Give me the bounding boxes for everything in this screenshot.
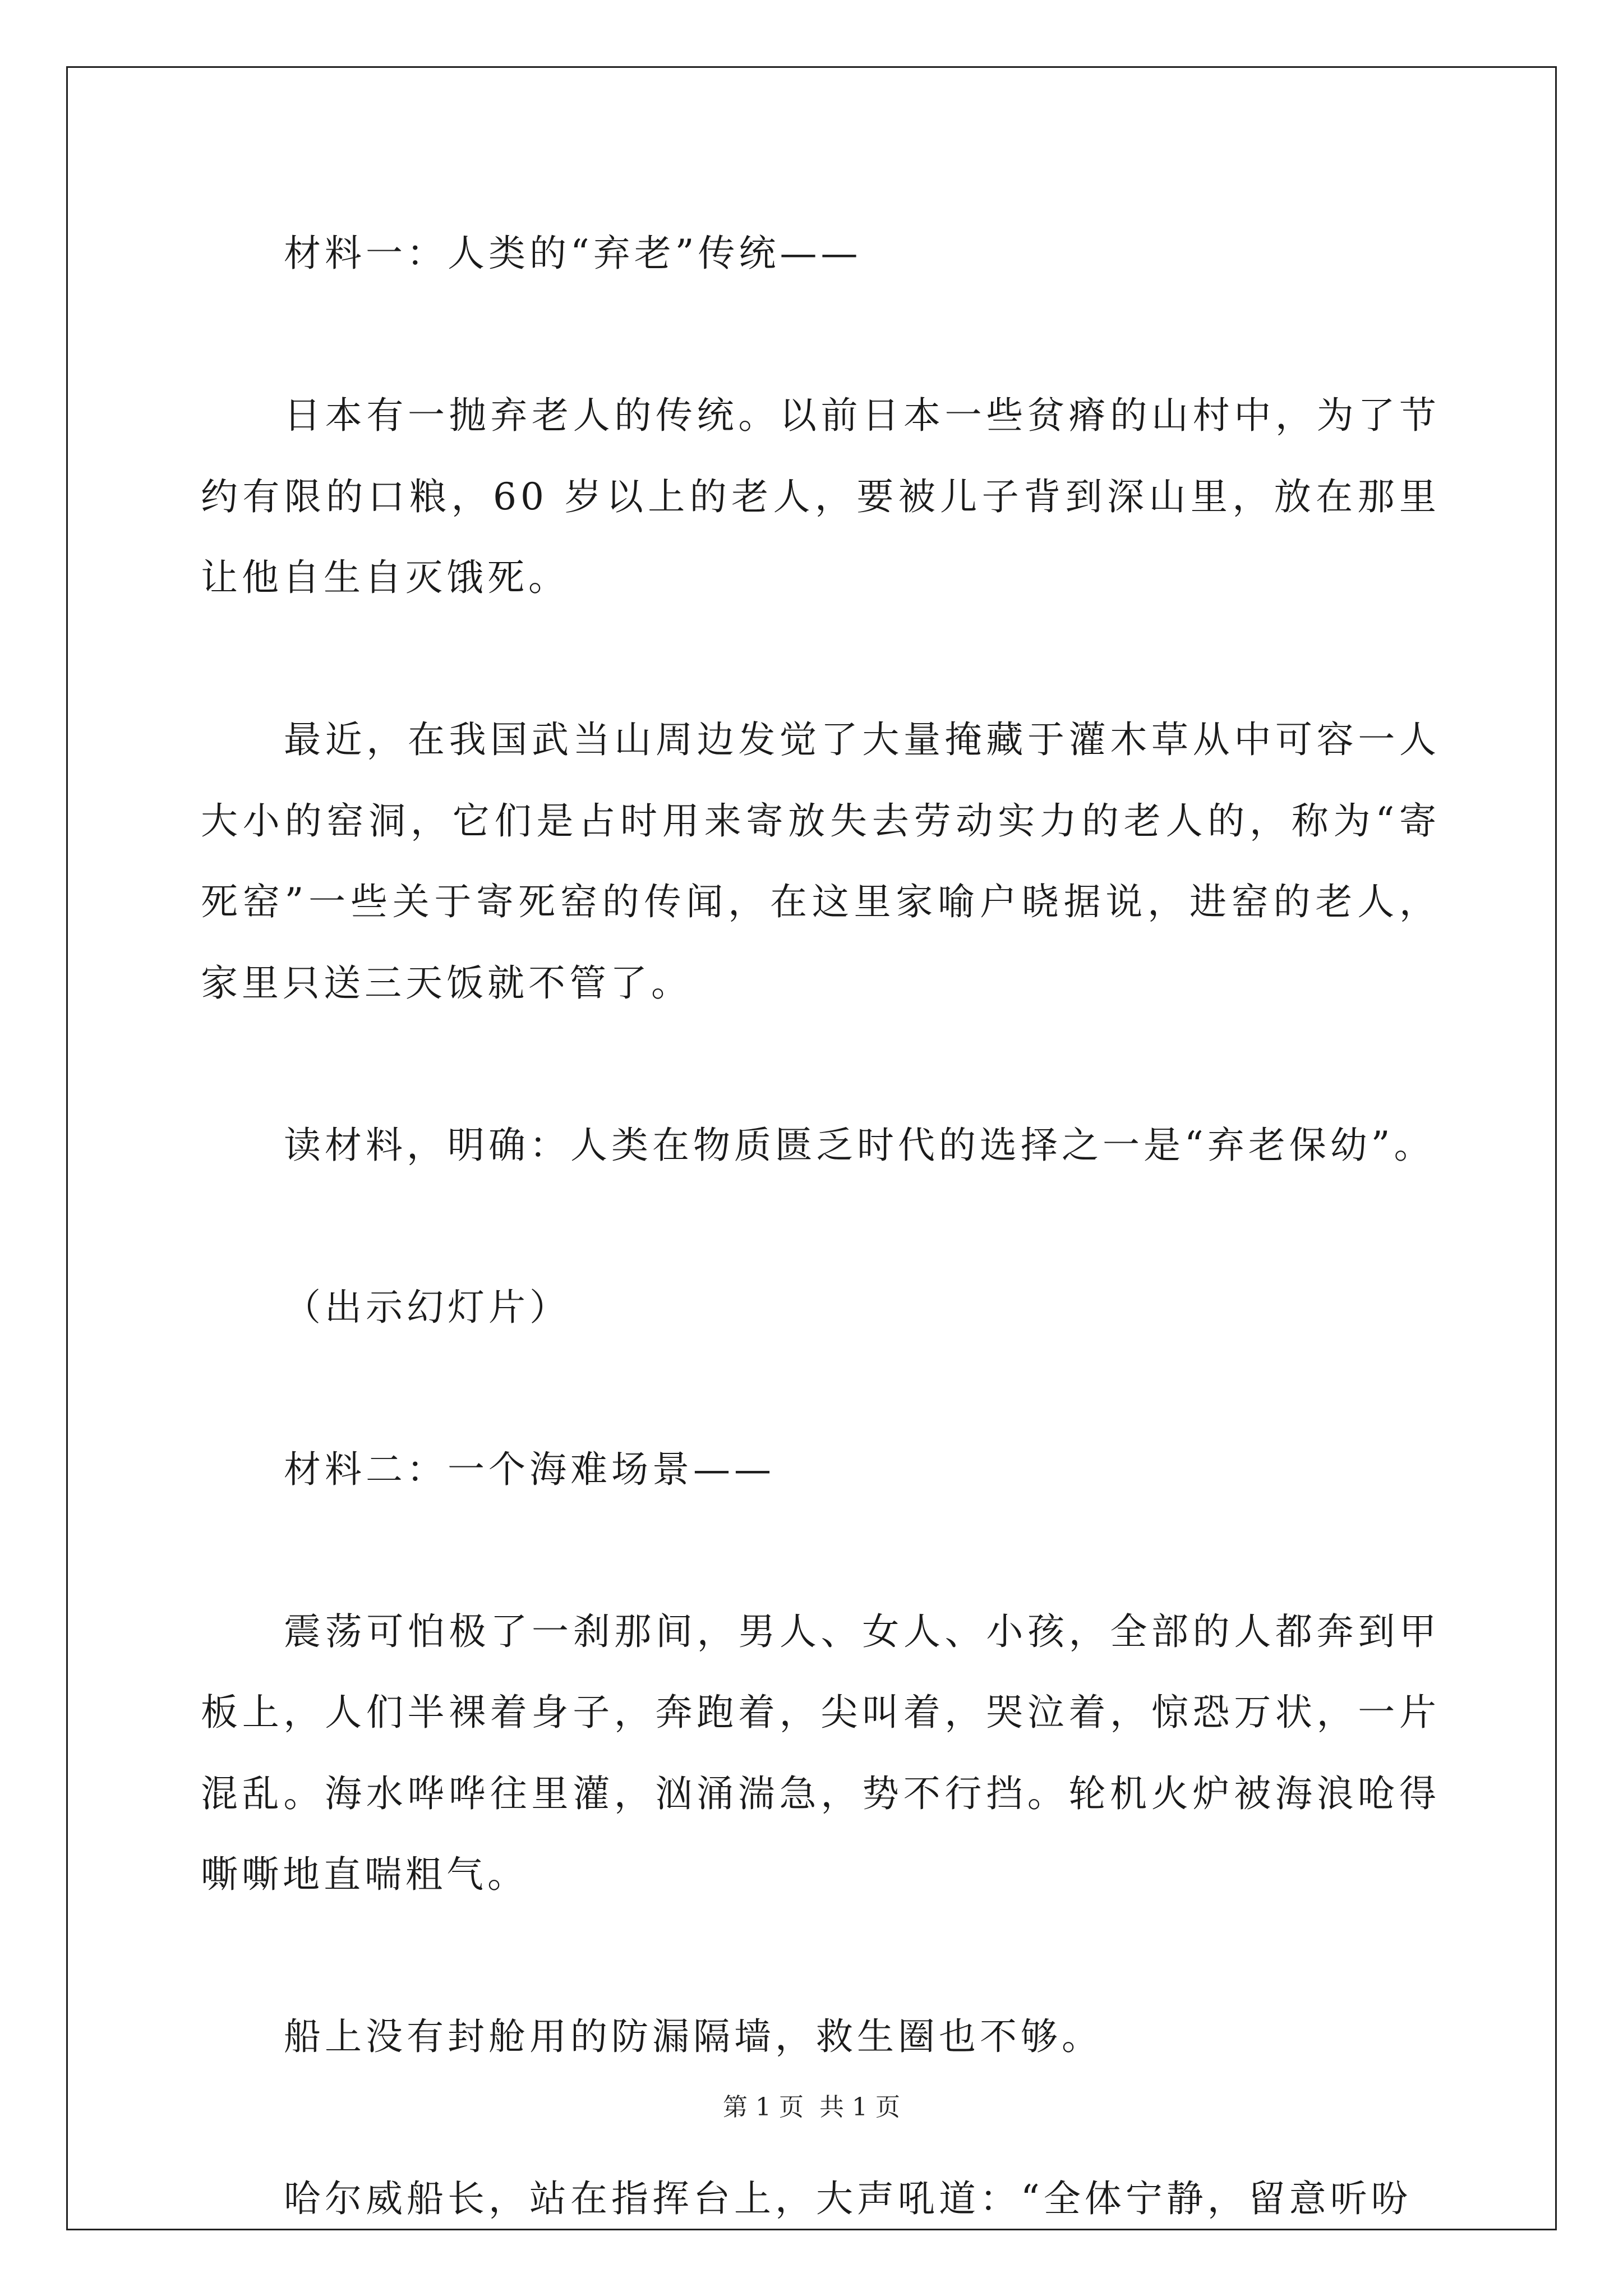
paragraph-shipwreck-scene: 震荡可怕极了一刹那间，男人、女人、小孩，全部的人都奔到甲板上，人们半裸着身子，奔跑着，尖叫着，哭泣着，惊恐万状，一片混乱。海水哗哗往里灌，汹涌湍急，势不行挡。轮机火炉被海浪呛得嘶嘶地直喘粗气。: [201, 1609, 1440, 1896]
paragraph-reading-conclusion: 读材料，明确：人类在物质匮乏时代的选择之一是“弃老保幼”。: [284, 1123, 1435, 1167]
paragraph-spacer: [201, 1186, 1440, 1267]
paragraph-spacer: [201, 1916, 1440, 1997]
page-footer: [0, 2087, 1623, 2123]
paragraph-spacer: [201, 1348, 1440, 1429]
page-total: 共 1 页: [819, 2093, 900, 2122]
paragraph-captain-order: 哈尔威船长，站在指挥台上，大声吼道：“全体宁静，留意听吩: [284, 2177, 1412, 2220]
document-body: [201, 213, 1440, 2240]
paragraph-spacer: [201, 619, 1440, 700]
paragraph-material-one-title: 材料一：人类的“弃老”传统——: [284, 232, 862, 275]
page-number: 第 1 页: [723, 2093, 804, 2122]
paragraph-no-bulkhead: 船上没有封舱用的防漏隔墙，救生圈也不够。: [284, 2015, 1103, 2058]
paragraph-spacer: [201, 1024, 1440, 1105]
paragraph-wudang-caves: 最近，在我国武当山周边发觉了大量掩藏于灌木草从中可容一人大小的窑洞，它们是占时用来寄放失去劳动实力的老人的，称为“寄死窑”一些关于寄死窑的传闻，在这里家喻户晓据说，进窑的老人，家里只送三天饭就不管了。: [201, 718, 1440, 1005]
paragraph-spacer: [201, 1510, 1440, 1591]
paragraph-japan-tradition: 日本有一抛弃老人的传统。以前日本一些贫瘠的山村中，为了节约有限的口粮，60 岁以上的老人，要被儿子背到深山里，放在那里让他自生自灭饿死。: [201, 394, 1440, 599]
paragraph-spacer: [201, 295, 1440, 376]
paragraph-slide-note: （出示幻灯片）: [284, 1285, 570, 1329]
paragraph-material-two-title: 材料二：一个海难场景——: [284, 1447, 775, 1491]
